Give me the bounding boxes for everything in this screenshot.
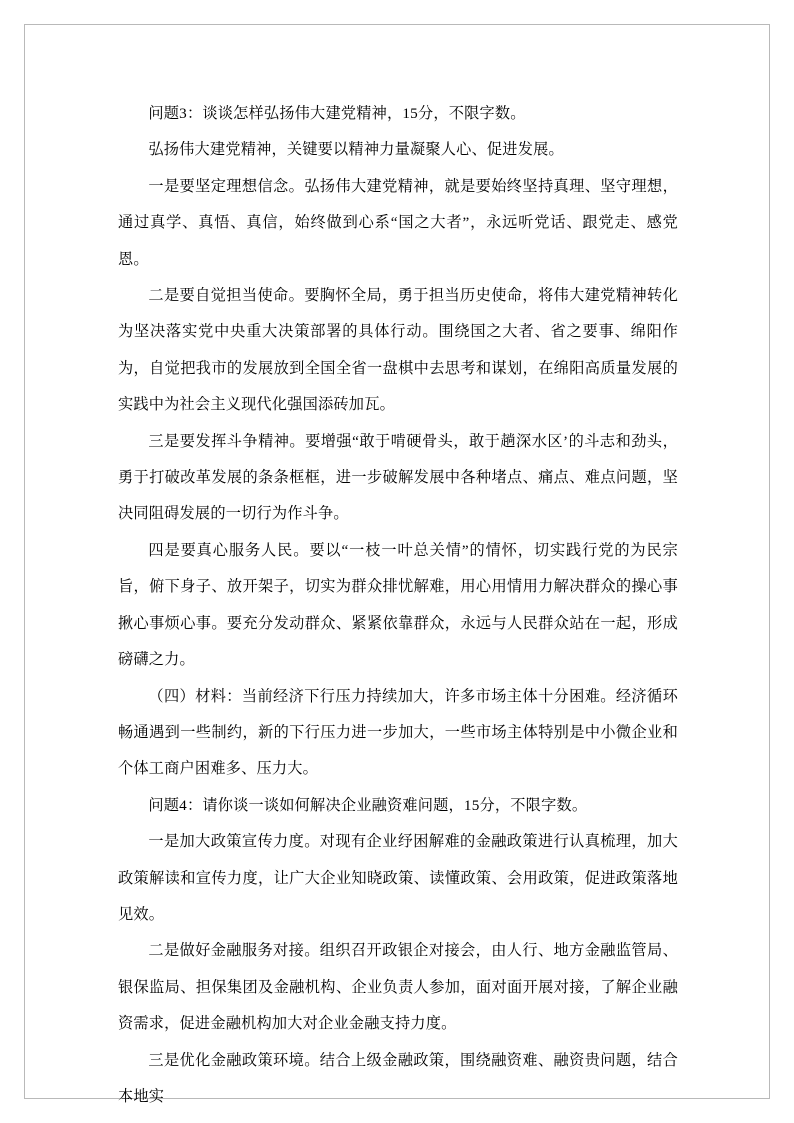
document-body <box>118 96 678 1115</box>
paragraph-question-3: 问题3：谈谈怎样弘扬伟大建党精神，15分，不限字数。 <box>148 105 526 122</box>
paragraph-answer-3-point-2: 二是要自觉担当使命。要胸怀全局，勇于担当历史使命，将伟大建党精神转化为坚决落实党中央重大决策部署的具体行动。围绕国之大者、省之要事、绵阳作为，自觉把我市的发展放到全国全省一盘棋中去思考和谋划，在绵阳高质量发展的实践中为社会主义现代化强国添砖加瓦。 <box>118 287 678 414</box>
paragraph-answer-4-point-1: 一是加大政策宣传力度。对现有企业纾困解难的金融政策进行认真梳理，加大政策解读和宣传力度，让广大企业知晓政策、读懂政策、会用政策，促进政策落地见效。 <box>118 833 678 923</box>
paragraph-answer-4-point-2: 二是做好金融服务对接。组织召开政银企对接会，由人行、地方金融监管局、银保监局、担保集团及金融机构、企业负责人参加，面对面开展对接，了解企业融资需求，促进金融机构加大对企业金融支持力度。 <box>118 942 678 1033</box>
paragraph-material-4: （四）材料：当前经济下行压力持续加大，许多市场主体十分困难。经济循环畅通遇到一些制约，新的下行压力进一步加大，一些市场主体特别是中小微企业和个体工商户困难多、压力大。 <box>118 687 678 778</box>
paragraph-answer-3-point-1: 一是要坚定理想信念。弘扬伟大建党精神，就是要始终坚持真理、坚守理想，通过真学、真悟、真信，始终做到心系“国之大者”，永远听党话、跟党走、感党恩。 <box>118 177 678 268</box>
paragraph-answer-3-point-4: 四是要真心服务人民。要以“一枝一叶总关情”的情怀，切实践行党的为民宗旨，俯下身子、放开架子，切实为群众排忧解难，用心用情用力解决群众的操心事揪心事烦心事。要充分发动群众、紧紧依靠群众，永远与人民群众站在一起，形成磅礴之力。 <box>118 541 678 669</box>
paragraph-answer-3-intro: 弘扬伟大建党精神，关键要以精神力量凝聚人心、促进发展。 <box>148 141 564 159</box>
paragraph-answer-3-point-3: 三是要发挥斗争精神。要增强“敢于啃硬骨头，敢于趟深水区’的斗志和劲头，勇于打破改革发展的条条框框，进一步破解发展中各种堵点、痛点、难点问题，坚决同阻碍发展的一切行为作斗争。 <box>118 432 678 523</box>
paragraph-answer-4-point-3: 三是优化金融政策环境。结合上级金融政策，围绕融资难、融资贵问题，结合本地实 <box>118 1051 678 1105</box>
paragraph-question-4: 问题4：请你谈一谈如何解决企业融资难问题，15分，不限字数。 <box>148 796 588 814</box>
